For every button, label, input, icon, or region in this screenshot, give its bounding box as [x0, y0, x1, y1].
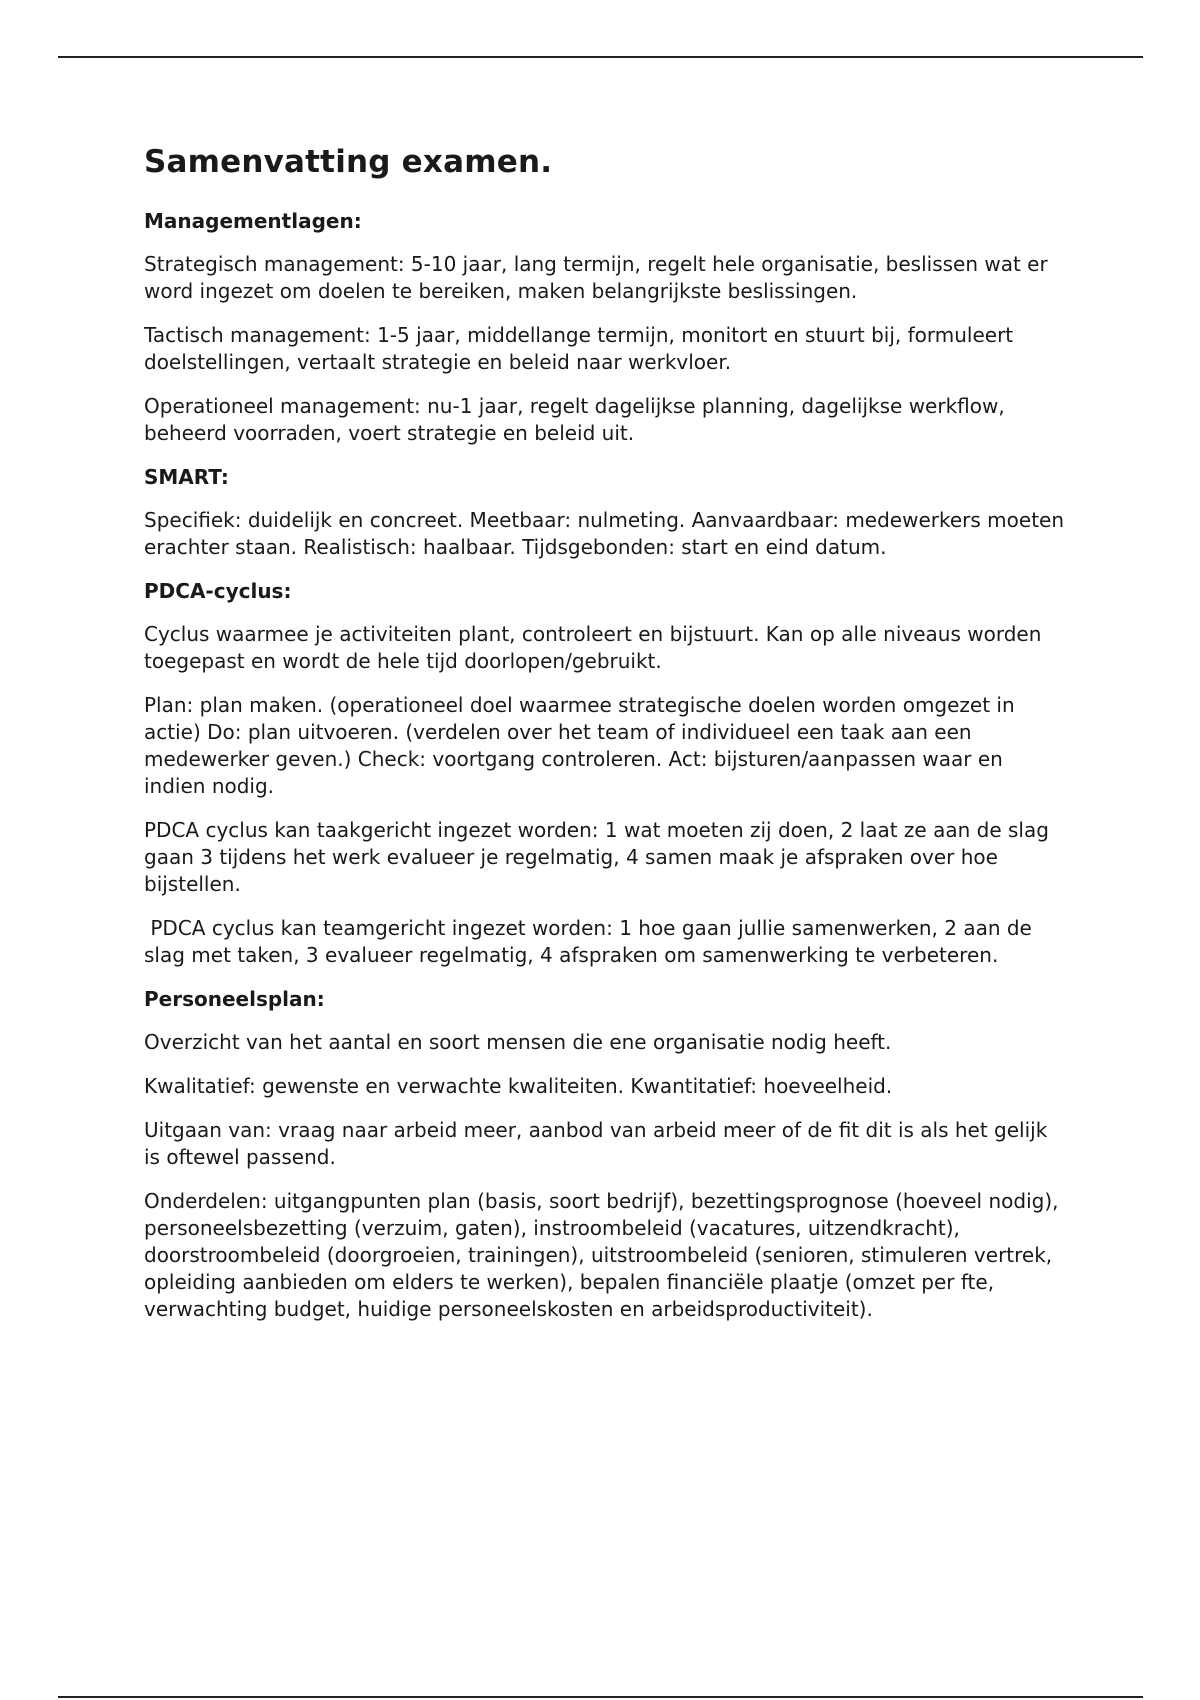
- paragraph: Specifiek: duidelijk en concreet. Meetbaar: nulmeting. Aanvaardbaar: medewerkers moeten erachter staan. Realistisch: haalbaar. Tijdsgebonden: start en eind datum.: [144, 508, 1071, 559]
- section-smart: [144, 464, 1071, 561]
- paragraph: Onderdelen: uitgangpunten plan (basis, soort bedrijf), bezettingsprognose (hoeveel nodig), personeelsbezetting (verzuim, gaten), instroombeleid (vacatures, uitzendkracht), doorstroombeleid (doorgroeien, trainingen), uitstroombeleid (senioren, stimuleren vertrek, opleiding aanbieden om elders te werken), bepalen financiële plaatje (omzet per fte, verwachting budget, huidige personeelskosten en arbeidsproductiviteit).: [144, 1189, 1065, 1321]
- paragraph: PDCA cyclus kan teamgericht ingezet worden: 1 hoe gaan jullie samenwerken, 2 aan de slag met taken, 3 evalueer regelmatig, 4 afspraken om samenwerking te verbeteren.: [144, 916, 1039, 967]
- section-pdca-cyclus: [144, 578, 1064, 969]
- section-managementlagen: [144, 208, 1064, 447]
- section-heading: Managementlagen:: [144, 209, 362, 233]
- section-heading: SMART:: [144, 465, 229, 489]
- paragraph: Operationeel management: nu-1 jaar, regelt dagelijkse planning, dagelijkse werkflow, beheerd voorraden, voert strategie en beleid uit.: [144, 394, 1012, 445]
- paragraph: Overzicht van het aantal en soort mensen die ene organisatie nodig heeft.: [144, 1030, 892, 1054]
- section-personeelsplan: [144, 986, 1064, 1323]
- section-heading: PDCA-cyclus:: [144, 579, 292, 603]
- paragraph: Plan: plan maken. (operationeel doel waarmee strategische doelen worden omgezet in actie) Do: plan uitvoeren. (verdelen over het team of individueel een taak aan een medewerker geven.) Check: voortgang controleren. Act: bijsturen/aanpassen waar en indien nodig.: [144, 693, 1022, 798]
- document-body: [144, 138, 1071, 1340]
- paragraph: Tactisch management: 1-5 jaar, middellange termijn, monitort en stuurt bij, formuleert doelstellingen, vertaalt strategie en beleid naar werkvloer.: [144, 323, 1020, 374]
- paragraph: Strategisch management: 5-10 jaar, lang termijn, regelt hele organisatie, beslissen wat er word ingezet om doelen te bereiken, maken belangrijkste beslissingen.: [144, 252, 1055, 303]
- paragraph: Cyclus waarmee je activiteiten plant, controleert en bijstuurt. Kan op alle niveaus worden toegepast en wordt de hele tijd doorlopen/gebruikt.: [144, 622, 1048, 673]
- section-heading: Personeelsplan:: [144, 987, 325, 1011]
- footer-rule: [58, 1696, 1143, 1698]
- header-rule: [58, 56, 1143, 58]
- paragraph: Uitgaan van: vraag naar arbeid meer, aanbod van arbeid meer of de fit dit is als het gelijk is oftewel passend.: [144, 1118, 1054, 1169]
- paragraph: PDCA cyclus kan taakgericht ingezet worden: 1 wat moeten zij doen, 2 laat ze aan de slag gaan 3 tijdens het werk evalueer je regelmatig, 4 samen maak je afspraken over hoe bijstellen.: [144, 818, 1056, 896]
- paragraph: Kwalitatief: gewenste en verwachte kwaliteiten. Kwantitatief: hoeveelheid.: [144, 1074, 893, 1098]
- document-title: Samenvatting examen.: [144, 144, 553, 180]
